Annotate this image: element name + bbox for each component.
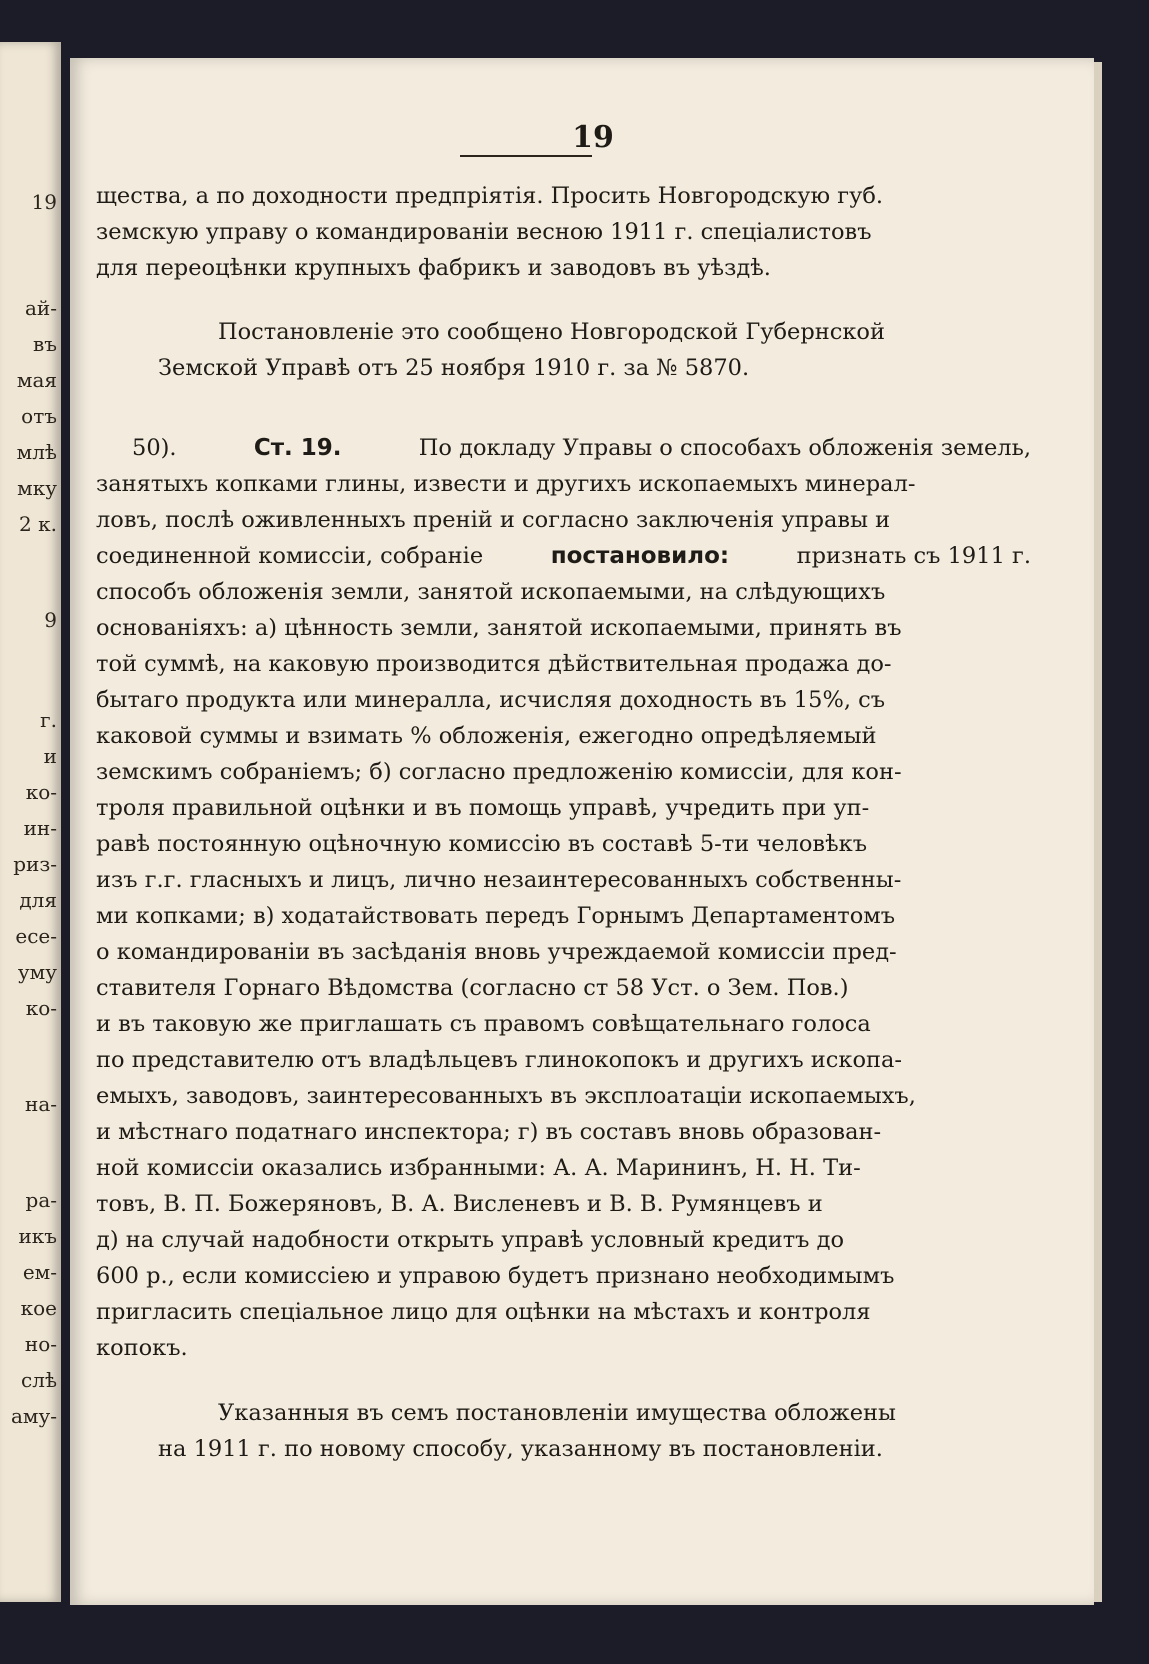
- line-text: каковой суммы и взимать % обложенія, ежегодно опредѣляемый: [96, 723, 877, 749]
- paragraph: [96, 1395, 1031, 1467]
- line-text: занятыхъ копками глины, извести и другихъ ископаемыхъ минерал-: [96, 471, 916, 497]
- page-edge: [1094, 62, 1102, 1602]
- left-page-text: г.: [40, 708, 57, 732]
- left-page-text: есе-: [15, 924, 57, 948]
- line-text: 600 р., если комиссіею и управою будетъ признано необходимымъ: [96, 1263, 895, 1289]
- left-page-text: въ: [33, 332, 57, 356]
- text-line: [96, 1294, 1031, 1330]
- document-page: [70, 58, 1094, 1605]
- text-line: [96, 646, 1031, 682]
- line-text: пригласить спеціальное лицо для оцѣнки на мѣстахъ и контроля: [96, 1299, 871, 1325]
- line-text: ми копками; в) ходатайствовать передъ Горнымъ Департаментомъ: [96, 903, 896, 929]
- text-line: [96, 214, 1031, 250]
- text-line: [96, 466, 1031, 502]
- line-text: для переоцѣнки крупныхъ фабрикъ и заводовъ въ уѣздѣ.: [96, 255, 771, 281]
- left-page-text: ко-: [25, 780, 57, 804]
- line-text: той суммѣ, на каковую производится дѣйствительная продажа до-: [96, 651, 892, 677]
- left-page-text: кое: [20, 1296, 57, 1320]
- paragraph: [96, 178, 1031, 286]
- line-text: земскимъ собраніемъ; б) согласно предложенію комиссіи, для кон-: [96, 759, 902, 785]
- line-text: емыхъ, заводовъ, заинтересованныхъ въ эксплоатаціи ископаемыхъ,: [96, 1083, 916, 1109]
- text-line: [96, 1186, 1031, 1222]
- left-page-text: ко-: [25, 996, 57, 1020]
- text-line: [96, 934, 1031, 970]
- line-text: Указанныя въ семъ постановленіи имущества обложены: [218, 1400, 896, 1426]
- left-page-text: мая: [16, 368, 57, 392]
- line-text: способъ обложенія земли, занятой ископаемыми, на слѣдующихъ: [96, 579, 886, 605]
- line-text: и мѣстнаго податнаго инспектора; г) въ составъ вновь образован-: [96, 1119, 882, 1145]
- text-line: [96, 790, 1031, 826]
- line-text: соединенной комиссіи, собраніе: [96, 543, 484, 569]
- line-text: ной комиссіи оказались избранными: А. А. Марининъ, Н. Н. Ти-: [96, 1155, 861, 1181]
- text-line: [96, 502, 1031, 538]
- line-text: Постановленіе это сообщено Новгородской Губернской: [218, 319, 885, 345]
- left-page-text: ра-: [25, 1188, 57, 1212]
- left-page-text: млѣ: [16, 440, 57, 464]
- left-page-text: ем-: [22, 1260, 57, 1284]
- left-page-text: отъ: [21, 404, 57, 428]
- left-page-text: и: [43, 744, 57, 768]
- line-text: и въ таковую же приглашать съ правомъ совѣщательнаго голоса: [96, 1011, 871, 1037]
- text-line: [96, 718, 1031, 754]
- line-text: основаніяхъ: а) цѣнность земли, занятой ископаемыми, принять въ: [96, 615, 902, 641]
- text-line: [96, 1222, 1031, 1258]
- text-line: [96, 1078, 1031, 1114]
- text-line: [96, 574, 1031, 610]
- line-text: бытаго продукта или минералла, исчисляя доходность въ 15%, съ: [96, 687, 886, 713]
- left-page-text: икъ: [18, 1224, 57, 1248]
- text-line: [96, 1006, 1031, 1042]
- line-text: изъ г.г. гласныхъ и лицъ, лично незаинтересованныхъ собственны-: [96, 867, 902, 893]
- left-page-text: мку: [17, 476, 57, 500]
- line-text: троля правильной оцѣнки и въ помощь управѣ, учредить при уп-: [96, 795, 870, 821]
- line-text: по представителю отъ владѣльцевъ глинокопокъ и другихъ ископа-: [96, 1047, 903, 1073]
- left-page-text: 2 к.: [19, 512, 57, 536]
- line-text: щества, а по доходности предпріятія. Просить Новгородскую губ.: [96, 183, 884, 209]
- left-page-text: слѣ: [21, 1368, 57, 1392]
- left-page-text: риз-: [13, 852, 57, 876]
- text-line: [96, 1258, 1031, 1294]
- text-line: [96, 862, 1031, 898]
- article-label: Ст. 19.: [253, 435, 342, 461]
- left-page-fragment: [0, 42, 61, 1602]
- line-text: По докладу Управы о способахъ обложенія земель,: [418, 435, 1031, 461]
- line-text: ставителя Горнаго Вѣдомства (согласно ст 58 Уст. о Зем. Пов.): [96, 975, 849, 1001]
- text-line: [96, 178, 1031, 214]
- text-line: [96, 754, 1031, 790]
- text-line: [96, 970, 1031, 1006]
- text-line: [96, 250, 1031, 286]
- left-page-text: уму: [17, 960, 57, 984]
- line-text: Земской Управѣ отъ 25 ноября 1910 г. за № 5870.: [158, 355, 750, 381]
- text-line: [96, 1150, 1031, 1186]
- text-line: [96, 1042, 1031, 1078]
- text-line: [96, 1431, 1031, 1467]
- text-line: [96, 1114, 1031, 1150]
- item-number: 50).: [132, 435, 177, 461]
- page-number-rule: [460, 155, 592, 157]
- left-page-text: на-: [24, 1092, 57, 1116]
- left-page-text: ин-: [23, 816, 57, 840]
- decision-keyword: постановило:: [550, 543, 730, 569]
- text-line: [96, 682, 1031, 718]
- text-line: [96, 538, 1031, 574]
- line-text: признать съ 1911 г.: [796, 543, 1031, 569]
- text-line: [96, 1330, 1031, 1366]
- line-text: ловъ, послѣ оживленныхъ преній и согласно заключенія управы и: [96, 507, 891, 533]
- paragraph: [96, 430, 1031, 1366]
- text-line: [96, 350, 1031, 386]
- line-text: д) на случай надобности открыть управѣ условный кредитъ до: [96, 1227, 845, 1253]
- text-line: [96, 314, 1031, 350]
- text-line: [96, 610, 1031, 646]
- paragraph: [96, 314, 1031, 386]
- left-page-text: аму-: [10, 1404, 57, 1428]
- text-line: [96, 826, 1031, 862]
- line-text: копокъ.: [96, 1335, 188, 1361]
- text-line: [96, 1395, 1031, 1431]
- text-line: [96, 898, 1031, 934]
- left-page-text: ай-: [24, 296, 57, 320]
- left-page-text: 19: [31, 190, 57, 214]
- line-text: земскую управу о командированіи весною 1911 г. спеціалистовъ: [96, 219, 872, 245]
- page-number: 19: [572, 120, 614, 155]
- left-page-text: 9: [44, 608, 57, 632]
- text-line: [96, 430, 1031, 466]
- line-text: равѣ постоянную оцѣночную комиссію въ составѣ 5-ти человѣкъ: [96, 831, 868, 857]
- line-text: на 1911 г. по новому способу, указанному въ постановленіи.: [158, 1436, 883, 1462]
- left-page-text: для: [19, 888, 57, 912]
- line-text: товъ, В. П. Божеряновъ, В. А. Висленевъ и В. В. Румянцевъ и: [96, 1191, 823, 1217]
- line-text: о командированіи въ засѣданія вновь учреждаемой комиссіи пред-: [96, 939, 897, 965]
- left-page-text: но-: [24, 1332, 57, 1356]
